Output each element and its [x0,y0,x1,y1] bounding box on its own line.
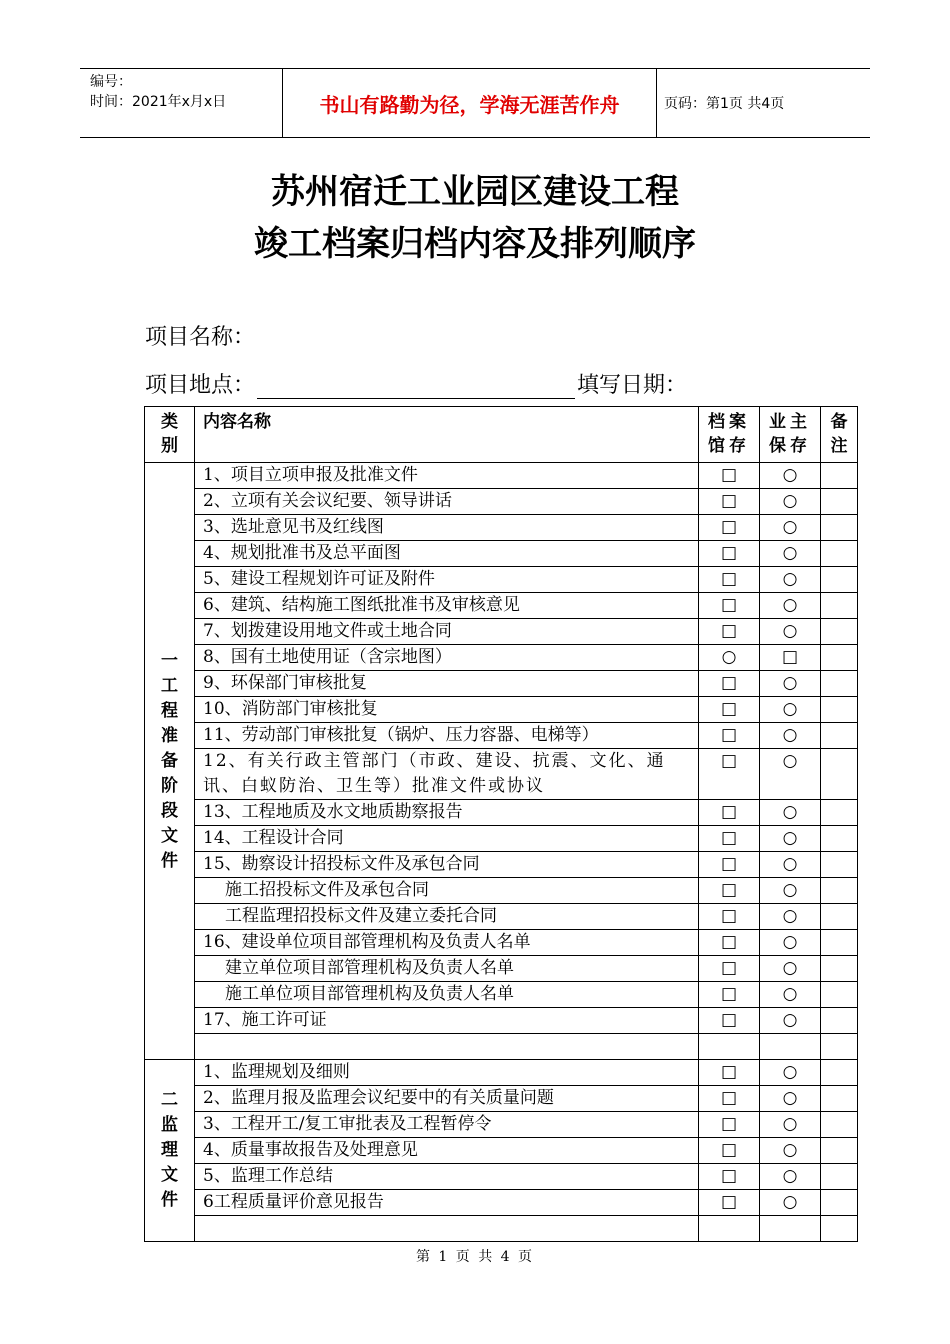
item-name: 10、消防部门审核批复 [195,697,699,723]
note-cell[interactable] [821,723,858,749]
circle-icon: ○ [760,541,821,567]
blank-cell[interactable] [760,1034,821,1060]
header-archive-text: 档案馆存 [708,412,750,456]
item-name: 建立单位项目部管理机构及负责人名单 [195,956,699,982]
item-name: 施工单位项目部管理机构及负责人名单 [195,982,699,1008]
blank-cell[interactable] [195,1034,699,1060]
circle-icon: ○ [760,1086,821,1112]
blank-row [145,1034,858,1060]
note-cell[interactable] [821,697,858,723]
table-row [145,982,858,1008]
table-header-row [145,407,858,463]
square-icon: □ [699,749,760,800]
square-icon: □ [699,697,760,723]
note-cell[interactable] [821,1112,858,1138]
table-row [145,1086,858,1112]
table-row [145,852,858,878]
header-motto: 书山有路勤为径，学海无涯苦作舟 [282,69,657,137]
square-icon: □ [699,1138,760,1164]
note-cell[interactable] [821,852,858,878]
square-icon: □ [760,645,821,671]
item-name: 3、选址意见书及红线图 [195,515,699,541]
table-row [145,904,858,930]
circle-icon: ○ [760,723,821,749]
table-row [145,1190,858,1216]
item-name: 8、国有土地使用证（含宗地图） [195,645,699,671]
note-cell[interactable] [821,619,858,645]
header-meta [80,69,282,137]
item-name: 17、施工许可证 [195,1008,699,1034]
item-name: 16、建设单位项目部管理机构及负责人名单 [195,930,699,956]
item-name: 5、监理工作总结 [195,1164,699,1190]
item-name: 3、工程开工/复工审批表及工程暂停令 [195,1112,699,1138]
circle-icon: ○ [760,852,821,878]
circle-icon: ○ [760,515,821,541]
table-row [145,645,858,671]
circle-icon: ○ [699,645,760,671]
note-cell[interactable] [821,671,858,697]
square-icon: □ [699,723,760,749]
blank-cell[interactable] [195,1216,699,1242]
note-cell[interactable] [821,1190,858,1216]
category-cell [145,463,195,1060]
table-row [145,671,858,697]
item-name: 1、监理规划及细则 [195,1060,699,1086]
circle-icon: ○ [760,1138,821,1164]
table-row [145,749,858,800]
square-icon: □ [699,878,760,904]
header-name: 内容名称 [195,407,699,463]
item-name: 12、有关行政主管部门（市政、建设、抗震、文化、通讯、白蚁防治、卫生等）批准文件或协议 [195,749,699,800]
square-icon: □ [699,930,760,956]
table-row [145,1008,858,1034]
document-title-line2: 竣工档案归档内容及排列顺序 [254,224,696,264]
blank-cell[interactable] [760,1216,821,1242]
project-name-field [145,320,255,351]
note-cell[interactable] [821,826,858,852]
circle-icon: ○ [760,1008,821,1034]
square-icon: □ [699,904,760,930]
note-cell[interactable] [821,749,858,800]
note-cell[interactable] [821,1008,858,1034]
square-icon: □ [699,463,760,489]
circle-icon: ○ [760,671,821,697]
note-cell[interactable] [821,982,858,1008]
archive-table [144,406,858,1242]
item-name: 施工招投标文件及承包合同 [195,878,699,904]
item-name: 2、立项有关会议纪要、领导讲话 [195,489,699,515]
circle-icon: ○ [760,1164,821,1190]
square-icon: □ [699,541,760,567]
table-row [145,515,858,541]
item-name: 4、质量事故报告及处理意见 [195,1138,699,1164]
circle-icon: ○ [760,749,821,800]
table-row [145,930,858,956]
note-cell[interactable] [821,645,858,671]
table-row [145,567,858,593]
circle-icon: ○ [760,982,821,1008]
note-cell[interactable] [821,956,858,982]
circle-icon: ○ [760,463,821,489]
circle-icon: ○ [760,826,821,852]
square-icon: □ [699,567,760,593]
square-icon: □ [699,1190,760,1216]
table-row [145,878,858,904]
category-text: 一工程准备阶段文件 [161,650,178,871]
table-row [145,619,858,645]
circle-icon: ○ [760,1112,821,1138]
fill-date-label: 填写日期： [577,373,688,398]
note-cell[interactable] [821,515,858,541]
item-name: 工程监理招投标文件及建立委托合同 [195,904,699,930]
item-name: 4、规划批准书及总平面图 [195,541,699,567]
table-row [145,489,858,515]
category-cell [145,1060,195,1242]
header-category-text: 类别 [161,412,178,456]
blank-cell[interactable] [699,1034,760,1060]
code-label: 编号： [90,74,132,90]
header-owner [760,407,821,463]
square-icon: □ [699,1086,760,1112]
header-note-text: 备注 [830,412,848,456]
note-cell[interactable] [821,1138,858,1164]
circle-icon: ○ [760,489,821,515]
item-name: 14、工程设计合同 [195,826,699,852]
square-icon: □ [699,1112,760,1138]
square-icon: □ [699,1060,760,1086]
circle-icon: ○ [760,878,821,904]
header-owner-text: 业主保存 [769,412,811,456]
item-name: 15、勘察设计招投标文件及承包合同 [195,852,699,878]
square-icon: □ [699,593,760,619]
circle-icon: ○ [760,697,821,723]
item-name: 7、划拨建设用地文件或土地合同 [195,619,699,645]
table-row [145,541,858,567]
table-row [145,697,858,723]
header-page-info: 页码：第1页 共4页 [664,96,785,112]
item-name: 1、项目立项申报及批准文件 [195,463,699,489]
note-cell[interactable] [821,904,858,930]
note-cell[interactable] [821,930,858,956]
project-location-blank[interactable] [257,372,575,399]
note-cell[interactable] [821,878,858,904]
circle-icon: ○ [760,956,821,982]
blank-cell[interactable] [821,1034,858,1060]
item-name: 6、建筑、结构施工图纸批准书及审核意见 [195,593,699,619]
table-row [145,1164,858,1190]
project-location-field [145,368,687,399]
note-cell[interactable] [821,1060,858,1086]
table-row [145,723,858,749]
blank-cell[interactable] [699,1216,760,1242]
note-cell[interactable] [821,463,858,489]
note-cell[interactable] [821,1086,858,1112]
circle-icon: ○ [760,930,821,956]
circle-icon: ○ [760,1060,821,1086]
note-cell[interactable] [821,489,858,515]
page-footer: 第 1 页 共 4 页 [415,1249,535,1265]
header-archive [699,407,760,463]
time-label: 时间：2021年x月x日 [90,94,227,110]
circle-icon: ○ [760,619,821,645]
item-name: 9、环保部门审核批复 [195,671,699,697]
square-icon: □ [699,956,760,982]
square-icon: □ [699,800,760,826]
square-icon: □ [699,619,760,645]
square-icon: □ [699,826,760,852]
table-row [145,463,858,489]
square-icon: □ [699,1164,760,1190]
table-row [145,593,858,619]
blank-cell[interactable] [821,1216,858,1242]
square-icon: □ [699,489,760,515]
circle-icon: ○ [760,567,821,593]
circle-icon: ○ [760,904,821,930]
circle-icon: ○ [760,1190,821,1216]
header-note [821,407,858,463]
square-icon: □ [699,852,760,878]
circle-icon: ○ [760,593,821,619]
square-icon: □ [699,515,760,541]
table-row [145,1112,858,1138]
category-text: 二监理文件 [161,1090,178,1210]
square-icon: □ [699,671,760,697]
note-cell[interactable] [821,800,858,826]
header-category [145,407,195,463]
item-name: 11、劳动部门审核批复（锅炉、压力容器、电梯等） [195,723,699,749]
square-icon: □ [699,982,760,1008]
note-cell[interactable] [821,1164,858,1190]
note-cell[interactable] [821,541,858,567]
project-location-label: 项目地点： [145,373,256,398]
circle-icon: ○ [760,800,821,826]
note-cell[interactable] [821,593,858,619]
note-cell[interactable] [821,567,858,593]
table-row [145,826,858,852]
item-name: 6工程质量评价意见报告 [195,1190,699,1216]
table-row [145,800,858,826]
blank-row [145,1216,858,1242]
item-name: 13、工程地质及水文地质勘察报告 [195,800,699,826]
project-name-label: 项目名称： [145,325,256,350]
page-header [80,68,870,138]
item-name: 5、建设工程规划许可证及附件 [195,567,699,593]
item-name: 2、监理月报及监理会议纪要中的有关质量问题 [195,1086,699,1112]
table-row [145,1060,858,1086]
square-icon: □ [699,1008,760,1034]
document-title-line1: 苏州宿迁工业园区建设工程 [271,172,679,212]
table-row [145,1138,858,1164]
table-row [145,956,858,982]
